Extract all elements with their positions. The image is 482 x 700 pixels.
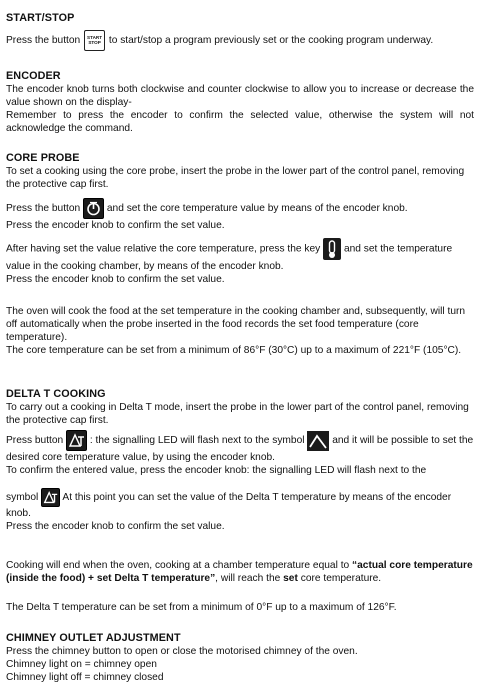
core-probe-paragraph-2: Press the button and set the core temperature value by means of the encoder knob. Press the encoder knob to confirm the set value. bbox=[6, 198, 474, 232]
encoder-paragraph-2: Remember to press the encoder to confirm the selected value, otherwise the system will not acknowledge the command. bbox=[6, 110, 474, 134]
core-probe-paragraph-3: After having set the value relative the core temperature, press the key and set the temperature value in the cooking chamber, by means of the encoder knob. Press the encoder knob to confirm the set value. bbox=[6, 238, 474, 286]
start-stop-heading: START/STOP bbox=[6, 12, 75, 24]
delta-t-symbol-icon bbox=[41, 488, 60, 507]
core-probe-button-icon bbox=[83, 198, 104, 219]
chimney-paragraph-3: Chimney light off = chimney closed bbox=[6, 672, 164, 683]
delta-t-paragraph-4: Cooking will end when the oven, cooking at a chamber temperature equal to “actual core temperature (inside the food) + set Delta T temperature”, will reach the set core temperature. bbox=[6, 560, 473, 584]
thermometer-key-icon bbox=[323, 238, 341, 260]
delta-t-button-icon bbox=[66, 430, 87, 451]
delta-t-heading: DELTA T COOKING bbox=[6, 388, 106, 400]
start-stop-paragraph bbox=[6, 30, 476, 51]
core-probe-paragraph-5: The core temperature can be set from a minimum of 86°F (30°C) up to a maximum of 221°F (105°C). bbox=[6, 345, 462, 356]
chimney-heading: CHIMNEY OUTLET ADJUSTMENT bbox=[6, 632, 181, 644]
start-stop-button-icon: START STOP bbox=[84, 30, 105, 51]
start-stop-text-after: to start/stop a program previously set or the cooking program underway. bbox=[108, 35, 434, 47]
chimney-paragraph-2: Chimney light on = chimney open bbox=[6, 659, 157, 670]
delta-t-paragraph-2: Press button : the signalling LED will flash next to the symbol and it will be possible to set the desired core temperature value, by using the encoder knob. To confirm the entered value, press the encoder knob: the signalling LED will flash next to the bbox=[6, 430, 476, 477]
core-probe-heading: CORE PROBE bbox=[6, 152, 80, 164]
delta-t-paragraph-5: The Delta T temperature can be set from a minimum of 0°F up to a maximum of 126°F. bbox=[6, 602, 397, 613]
encoder-heading: ENCODER bbox=[6, 70, 61, 82]
delta-t-paragraph-1: To carry out a cooking in Delta T mode, insert the probe in the lower part of the control panel, removing the protective cap first. bbox=[6, 402, 469, 426]
delta-t-paragraph-3: symbol At this point you can set the value of the Delta T temperature by means of the encoder knob. Press the encoder knob to confirm the set value. bbox=[6, 488, 476, 533]
temperature-curve-icon bbox=[307, 431, 329, 451]
start-stop-text-before: Press the button bbox=[6, 35, 81, 47]
core-probe-paragraph-1: To set a cooking using the core probe, insert the probe in the lower part of the control panel, removing the protective cap first. bbox=[6, 166, 465, 190]
encoder-paragraph-1: The encoder knob turns both clockwise and counter clockwise to allow you to increase or decrease the value shown on the display- bbox=[6, 84, 474, 108]
chimney-paragraph-1: Press the chimney button to open or close the motorised chimney of the oven. bbox=[6, 646, 358, 657]
core-probe-paragraph-4: The oven will cook the food at the set temperature in the cooking chamber and, subsequently, will turn off automatically when the probe inserted in the food records the set food temperature (core temperature). bbox=[6, 306, 466, 343]
